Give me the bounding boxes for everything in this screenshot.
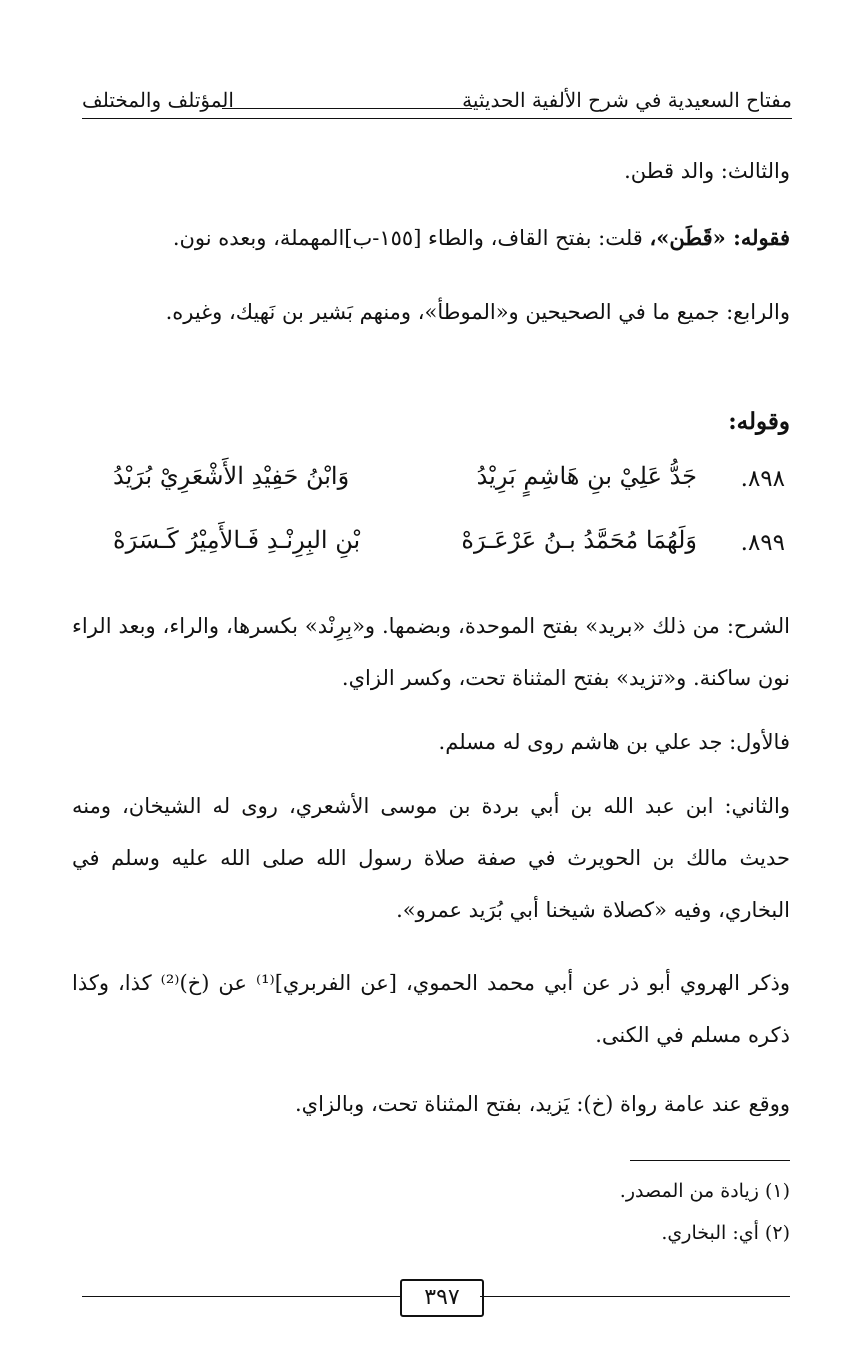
book-title: مفتاح السعيدية في شرح الألفية الحديثية <box>462 88 792 112</box>
paragraph-2 <box>72 212 790 264</box>
paragraph-8: وذكر الهروي أبو ذر عن أبي محمد الحموي، [عن الفربري]⁽¹⁾ عن (خ)⁽²⁾ كذا، وكذا ذكره مسلم في الكنى. <box>72 971 791 1047</box>
paragraph-9: ووقع عند عامة رواة (خ): يَزيد، بفتح المثناة تحت، وبالزاي. <box>294 1092 790 1116</box>
section-title: المؤتلف والمختلف <box>82 88 234 112</box>
verse-899 <box>75 522 785 572</box>
verse-first-hemistich: جَدُّ عَلِيْ بنِ هَاشِمٍ بَرِيْدُ <box>476 462 697 490</box>
page-number-line-right <box>480 1296 790 1297</box>
verse-first-hemistich: وَلَهُمَا مُحَمَّدُ بـنُ عَرْعَـرَهْ <box>461 526 697 554</box>
verse-898 <box>75 458 785 508</box>
page-number-line-left <box>82 1296 400 1297</box>
verse-number: ٨٩٩. <box>740 530 785 556</box>
verse-second-hemistich: بْنِ البِرِنْـدِ فَـالأَمِيْرُ كَـسَرَهْ <box>113 526 361 554</box>
paragraph-7: والثاني: ابن عبد الله بن أبي بردة بن موسى الأشعري، روى له الشيخان، ومنه حديث مالك بن الحويرث في صفة صلاة رسول الله صلى الله عليه وسلم في البخاري، وفيه «كصلاة شيخنا أبي بُرَيد عمرو». <box>72 794 790 922</box>
paragraph-4: وقوله: <box>728 408 790 435</box>
page-number: ٣٩٧ <box>400 1279 484 1317</box>
footnote-2: (٢) أي: البخاري. <box>661 1222 790 1244</box>
header-rule <box>82 118 792 119</box>
paragraph-commentary: الشرح: من ذلك «بريد» بفتح الموحدة، وبضمها. و«بِرِنْد» بكسرها، والراء، وبعد الراء نون ساكنة. و«تزيد» بفتح المثناة تحت، وكسر الزاي. <box>72 614 790 690</box>
paragraph-1: والثالث: والد قطن. <box>624 159 790 183</box>
paragraph-3: والرابع: جميع ما في الصحيحين و«الموطأ»، ومنهم بَشير بن نَهيك، وغيره. <box>165 300 790 324</box>
paragraph-2-text: قلت: بفتح القاف، والطاء [١٥٥-ب]المهملة، وبعده نون. <box>172 226 650 250</box>
verse-second-hemistich: وَابْنُ حَفِيْدِ الأَشْعَرِيْ بُرَيْدُ <box>113 462 350 490</box>
footnote-1: (١) زيادة من المصدر. <box>619 1180 790 1202</box>
verse-number: ٨٩٨. <box>740 466 785 492</box>
paragraph-2-lead: فقوله: «قَطَن»، <box>649 225 790 250</box>
header-dash-line <box>222 108 472 109</box>
paragraph-6: فالأول: جد علي بن هاشم روى له مسلم. <box>438 730 790 754</box>
footnote-rule <box>630 1160 790 1161</box>
